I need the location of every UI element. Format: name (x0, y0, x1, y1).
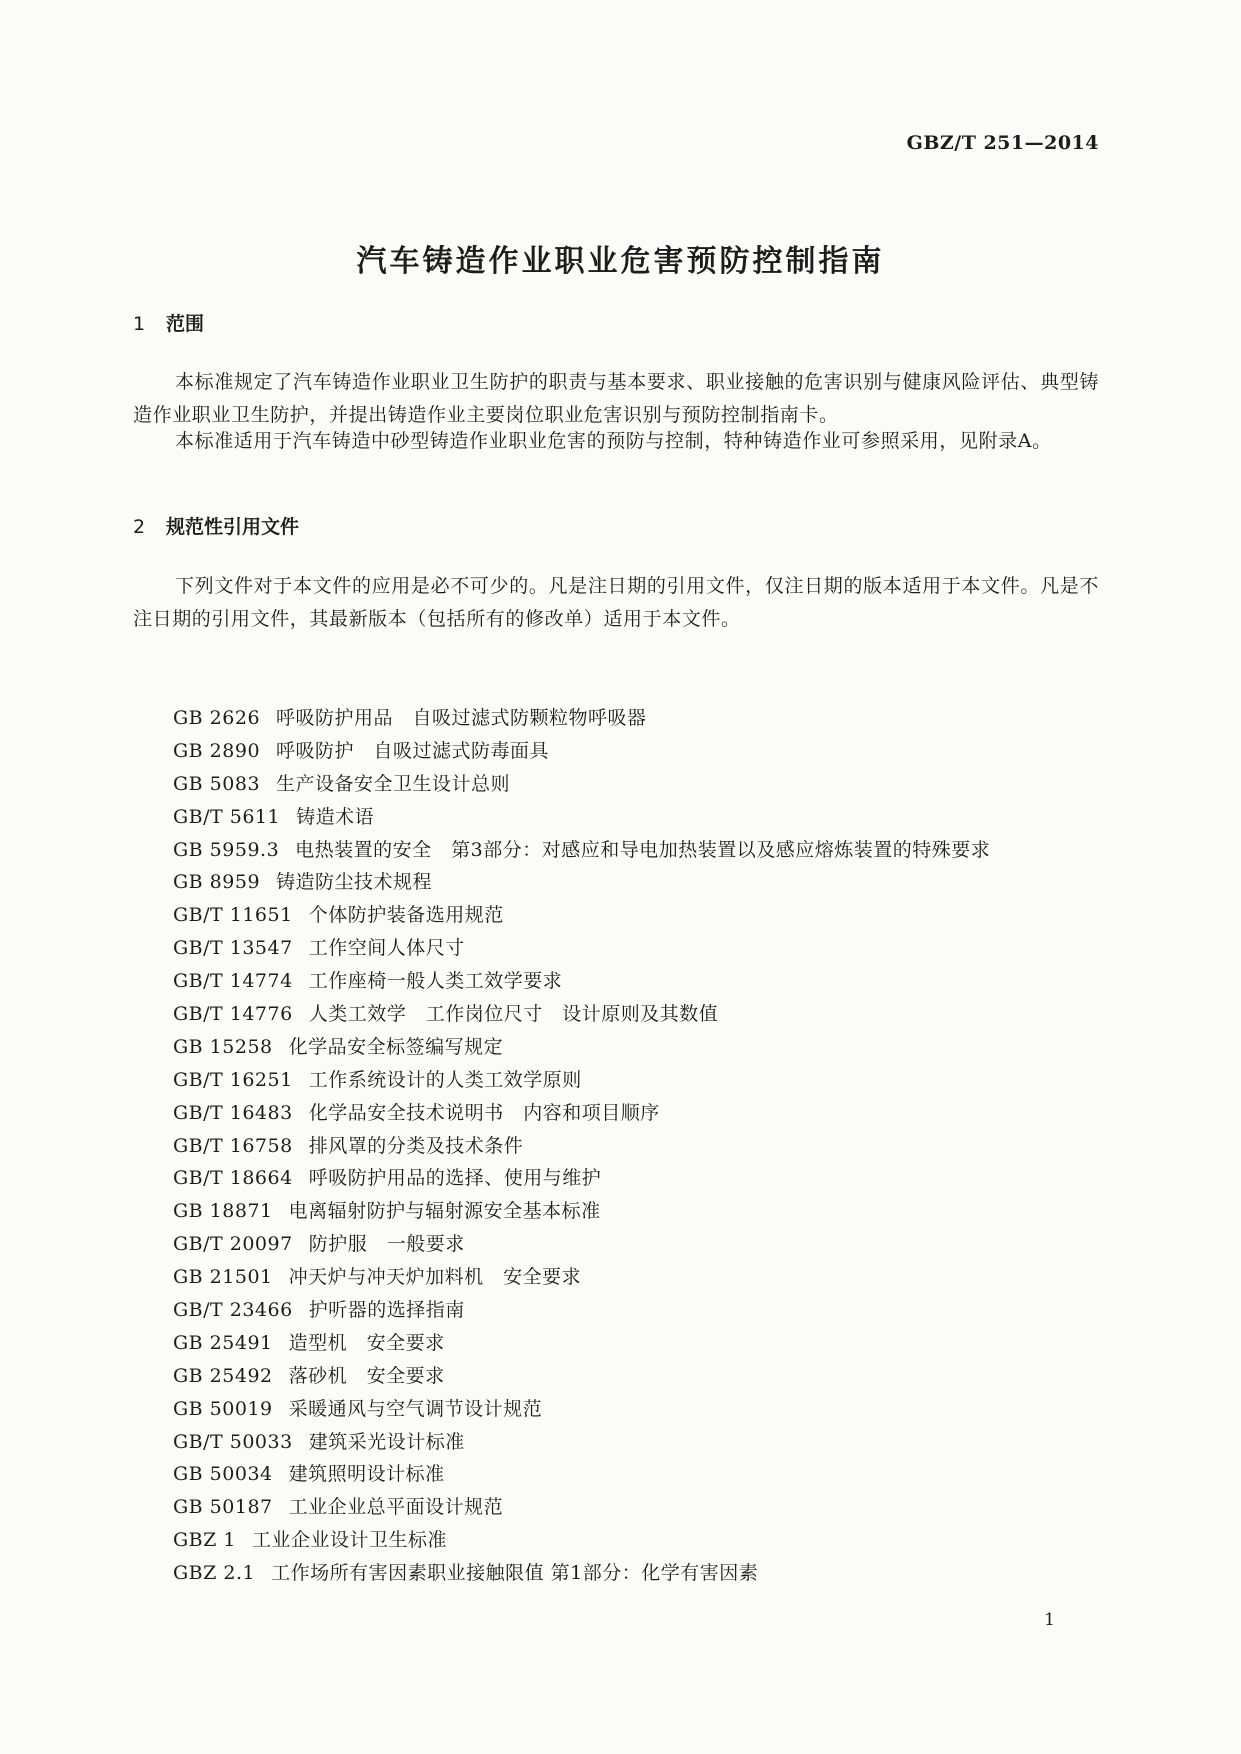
reference-title: 采暖通风与空气调节设计规范 (288, 1397, 543, 1420)
reference-code: GB/T 5611 (173, 805, 281, 828)
reference-code: GB/T 23466 (173, 1299, 293, 1322)
section-number: 2 (133, 516, 146, 538)
reference-code: GB 18871 (173, 1200, 273, 1223)
reference-title: 工作座椅一般人类工效学要求 (308, 970, 563, 993)
reference-title: 呼吸防护 自吸过滤式防毒面具 (276, 739, 550, 762)
reference-title: 化学品安全标签编写规定 (288, 1035, 504, 1058)
section-number: 1 (133, 313, 146, 335)
reference-list (173, 702, 1103, 1590)
reference-title: 冲天炉与冲天炉加料机 安全要求 (288, 1266, 582, 1289)
reference-item (173, 1458, 1103, 1491)
paragraph: 本标准适用于汽车铸造中砂型铸造作业职业危害的预防与控制，特种铸造作业可参照采用，见附录A。 (175, 430, 1052, 452)
reference-code: GB/T 20097 (173, 1233, 293, 1256)
reference-item (173, 1261, 1103, 1294)
reference-title: 铸造防尘技术规程 (276, 871, 433, 894)
reference-item (173, 1557, 1103, 1590)
reference-title: 造型机 安全要求 (288, 1331, 445, 1354)
section-heading-scope (133, 309, 204, 336)
reference-code: GB 8959 (173, 871, 261, 894)
reference-item (173, 702, 1103, 735)
reference-title: 工作场所有害因素职业接触限值 第1部分：化学有害因素 (271, 1562, 759, 1585)
reference-code: GB/T 14776 (173, 1003, 293, 1026)
document-title: 汽车铸造作业职业危害预防控制指南 (356, 244, 885, 279)
reference-code: GB 5083 (173, 772, 261, 795)
reference-item (173, 932, 1103, 965)
reference-title: 人类工效学 工作岗位尺寸 设计原则及其数值 (308, 1003, 719, 1026)
reference-title: 工作系统设计的人类工效学原则 (308, 1068, 582, 1091)
reference-title: 铸造术语 (296, 805, 375, 828)
reference-item (173, 1130, 1103, 1163)
section-title: 规范性引用文件 (166, 516, 300, 538)
reference-code: GBZ 2.1 (173, 1562, 256, 1585)
reference-item (173, 1228, 1103, 1261)
reference-title: 建筑照明设计标准 (288, 1463, 445, 1486)
reference-title: 电热装置的安全 第3部分：对感应和导电加热装置以及感应熔炼装置的特殊要求 (295, 838, 991, 861)
reference-title: 生产设备安全卫生设计总则 (276, 772, 511, 795)
section-title: 范围 (166, 313, 205, 335)
reference-title: 呼吸防护用品的选择、使用与维护 (308, 1167, 602, 1190)
reference-item (173, 1393, 1103, 1426)
reference-title: 建筑采光设计标准 (308, 1430, 465, 1453)
reference-item (173, 1097, 1103, 1130)
reference-item (173, 899, 1103, 932)
section-heading-normative-references (133, 512, 299, 539)
reference-item (173, 801, 1103, 834)
reference-item (173, 768, 1103, 801)
reference-item (173, 866, 1103, 899)
reference-title: 工作空间人体尺寸 (308, 937, 465, 960)
reference-code: GB 2626 (173, 707, 261, 729)
reference-code: GB 15258 (173, 1035, 273, 1058)
reference-title: 工业企业总平面设计规范 (288, 1496, 504, 1519)
standard-number: GBZ/T 251—2014 (906, 132, 1099, 154)
reference-title: 化学品安全技术说明书 内容和项目顺序 (308, 1101, 660, 1124)
reference-item (173, 1064, 1103, 1097)
reference-code: GB/T 16758 (173, 1134, 293, 1157)
reference-item (173, 1195, 1103, 1228)
reference-item (173, 735, 1103, 768)
reference-code: GB 25492 (173, 1364, 273, 1387)
paragraph: 本标准规定了汽车铸造作业职业卫生防护的职责与基本要求、职业接触的危害识别与健康风险评估、典型铸造作业职业卫生防护，并提出铸造作业主要岗位职业危害识别与预防控制指南卡。 (133, 371, 1099, 426)
reference-code: GB/T 16251 (173, 1068, 293, 1091)
reference-code: GB 50187 (173, 1496, 273, 1519)
reference-item (173, 998, 1103, 1031)
reference-item (173, 834, 1103, 867)
reference-item (173, 1327, 1103, 1360)
paragraph: 下列文件对于本文件的应用是必不可少的。凡是注日期的引用文件，仅注日期的版本适用于本文件。凡是不注日期的引用文件，其最新版本（包括所有的修改单）适用于本文件。 (133, 575, 1099, 630)
reference-item (173, 1524, 1103, 1557)
reference-code: GB/T 14774 (173, 970, 293, 993)
reference-item (173, 1162, 1103, 1195)
reference-title: 护听器的选择指南 (308, 1299, 465, 1322)
page-number: 1 (1044, 1610, 1055, 1630)
reference-code: GB 21501 (173, 1266, 273, 1289)
reference-title: 个体防护装备选用规范 (308, 904, 504, 927)
reference-code: GB 50034 (173, 1463, 273, 1486)
reference-item (173, 1360, 1103, 1393)
reference-code: GB/T 11651 (173, 904, 293, 927)
reference-code: GB/T 16483 (173, 1101, 293, 1124)
reference-code: GB 50019 (173, 1397, 273, 1420)
reference-title: 电离辐射防护与辐射源安全基本标准 (288, 1200, 601, 1223)
reference-code: GB 2890 (173, 739, 261, 762)
reference-title: 排风罩的分类及技术条件 (308, 1134, 524, 1157)
reference-item (173, 1426, 1103, 1459)
reference-title: 落砂机 安全要求 (288, 1364, 445, 1387)
reference-code: GB/T 13547 (173, 937, 293, 960)
reference-item (173, 1491, 1103, 1524)
reference-title: 防护服 一般要求 (308, 1233, 465, 1256)
reference-title: 工业企业设计卫生标准 (251, 1529, 447, 1552)
reference-code: GB 5959.3 (173, 838, 280, 861)
reference-item (173, 1031, 1103, 1064)
reference-item (173, 965, 1103, 998)
reference-item (173, 1294, 1103, 1327)
reference-code: GB 25491 (173, 1331, 273, 1354)
reference-code: GB/T 50033 (173, 1430, 293, 1453)
reference-title: 呼吸防护用品 自吸过滤式防颗粒物呼吸器 (276, 707, 647, 729)
reference-code: GBZ 1 (173, 1529, 236, 1552)
reference-code: GB/T 18664 (173, 1167, 293, 1190)
